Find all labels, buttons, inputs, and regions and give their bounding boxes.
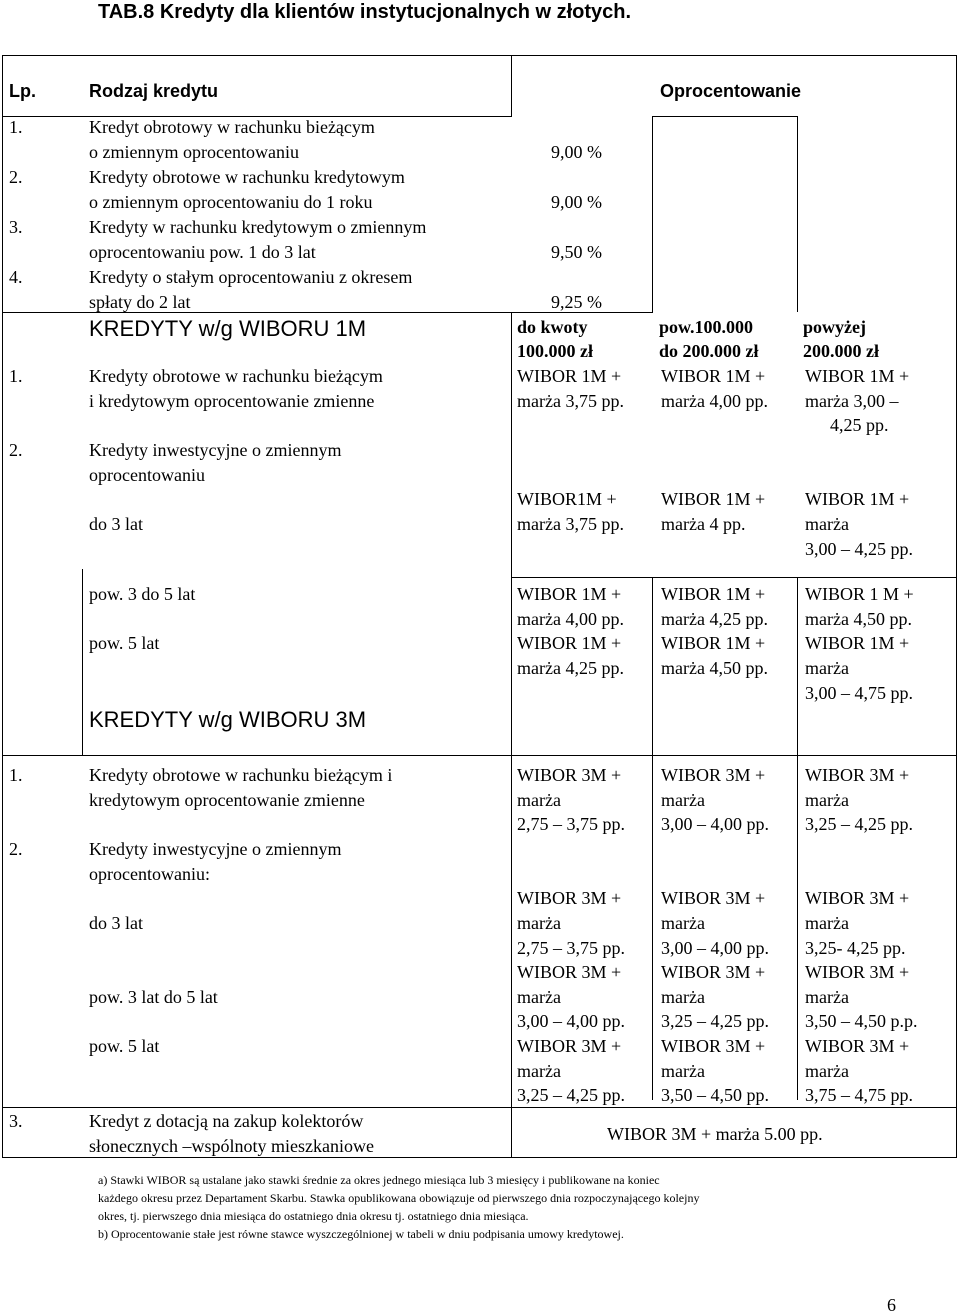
amount-bracket-2: do 200.000 zł [659, 341, 759, 361]
rate-cell: 3,00 – 4,00 pp. [517, 1011, 625, 1031]
rate-cell: WIBOR 3M + [517, 765, 622, 785]
rate-cell: WIBOR1M + [517, 489, 617, 509]
rate-cell: 3,50 – 4,50 pp. [661, 1085, 769, 1105]
rate-cell: WIBOR 1M + [661, 489, 766, 509]
rate-cell: marża 4,50 pp. [805, 609, 912, 629]
credit-type: oprocentowaniu pow. 1 do 3 lat [89, 242, 316, 262]
page-number: 6 [887, 1295, 896, 1315]
rate-cell: WIBOR 1M + [517, 366, 622, 386]
amount-bracket-1: 100.000 zł [517, 341, 593, 361]
credit-type: spłaty do 2 lat [89, 292, 191, 312]
rate-cell: marża [517, 913, 561, 933]
rate-cell: WIBOR 3M + [517, 962, 622, 982]
rate-cell: WIBOR 3M + [805, 765, 910, 785]
amount-bracket-2: pow.100.000 [659, 317, 754, 337]
rate-cell: 3,75 – 4,75 pp. [805, 1085, 913, 1105]
amount-bracket-3: powyżej [803, 317, 866, 337]
interest-rate: 9,00 % [551, 192, 602, 212]
rate-cell: WIBOR 1M + [661, 584, 766, 604]
row-number: 2. [9, 167, 23, 187]
rate-cell: WIBOR 1M + [805, 366, 910, 386]
rate-cell: marża [805, 514, 849, 534]
rate-cell: WIBOR 3M + [661, 765, 766, 785]
row-number: 1. [9, 117, 23, 137]
rate-cell: 3,00 – 4,00 pp. [661, 814, 769, 834]
rate-cell: 3,00 – 4,75 pp. [805, 683, 913, 703]
credit-type: o zmiennym oprocentowaniu [89, 142, 299, 162]
rate-cell: 3,00 – 4,00 pp. [661, 938, 769, 958]
credit-type: Kredyt obrotowy w rachunku bieżącym [89, 117, 375, 137]
rate-cell: marża [805, 1061, 849, 1081]
rate-cell: 3,25 – 4,25 pp. [661, 1011, 769, 1031]
footnote-a: a) Stawki WIBOR są ustalane jako stawki średnie za okres jednego miesiąca lub 3 miesięcy i publikowane na koniec [98, 1173, 660, 1187]
rate-cell: 3,25 – 4,25 pp. [517, 1085, 625, 1105]
rate-cell: marża [661, 790, 705, 810]
credit-type: Kredyty inwestycyjne o zmiennym [89, 839, 342, 859]
rate-cell: WIBOR 3M + [661, 888, 766, 908]
rate-cell: WIBOR 3M + [805, 1036, 910, 1056]
rate-cell: marża [805, 987, 849, 1007]
credit-type: Kredyty obrotowe w rachunku bieżącym i [89, 765, 393, 785]
rate-cell: 2,75 – 3,75 pp. [517, 938, 625, 958]
period-label: pow. 3 lat do 5 lat [89, 987, 218, 1007]
section-heading-wibor-3m: KREDYTY w/g WIBORU 3M [89, 707, 367, 732]
credit-type: Kredyty inwestycyjne o zmiennym [89, 440, 342, 460]
header-lp: Lp. [9, 81, 36, 101]
rate-cell: 3,25- 4,25 pp. [805, 938, 906, 958]
rate-cell: marża [805, 790, 849, 810]
rate-cell: marża 3,75 pp. [517, 391, 624, 411]
rate-cell: WIBOR 1M + [805, 633, 910, 653]
rate-cell: 3,50 – 4,50 p.p. [805, 1011, 918, 1031]
credit-type: o zmiennym oprocentowaniu do 1 roku [89, 192, 373, 212]
interest-rate: 9,00 % [551, 142, 602, 162]
row-number: 2. [9, 839, 23, 859]
footnote-a: okres, tj. pierwszego dnia miesiąca do ostatniego dnia okresu tj. ostatniego dnia miesiąca. [98, 1209, 529, 1223]
rate-cell: WIBOR 1M + [661, 633, 766, 653]
rate-cell: marża 4,00 pp. [661, 391, 768, 411]
rate-cell: marża [517, 987, 561, 1007]
rate-cell: marża 4,00 pp. [517, 609, 624, 629]
amount-bracket-3: 200.000 zł [803, 341, 879, 361]
rate-cell: marża 4,25 pp. [517, 658, 624, 678]
amount-bracket-1: do kwoty [517, 317, 588, 337]
page-title: TAB.8 Kredyty dla klientów instytucjonalnych w złotych. [98, 1, 632, 23]
period-label: do 3 lat [89, 913, 143, 933]
rate-cell: WIBOR 1M + [805, 489, 910, 509]
rate-cell: WIBOR 3M + [517, 888, 622, 908]
rate-cell: marża [661, 1061, 705, 1081]
period-label: pow. 3 do 5 lat [89, 584, 196, 604]
rate-cell: WIBOR 3M + [661, 962, 766, 982]
rate-cell: 3,00 – 4,25 pp. [805, 539, 913, 559]
rate-cell: marża 3,00 – [805, 391, 899, 411]
credit-type: i kredytowym oprocentowanie zmienne [89, 391, 375, 411]
rate-cell: marża [517, 790, 561, 810]
period-label: do 3 lat [89, 514, 143, 534]
row-number: 1. [9, 765, 23, 785]
credit-type: oprocentowaniu [89, 465, 205, 485]
footnote-b: b) Oprocentowanie stałe jest równe stawce wyszczególnionej w tabeli w dniu podpisania umowy kredytowej. [98, 1227, 624, 1241]
section-heading-wibor-1m: KREDYTY w/g WIBORU 1M [89, 316, 367, 341]
footnote-a: każdego okresu przez Departament Skarbu. Stawka opublikowana obowiązuje od pierwszego dnia rozpoczynającego kolejny [98, 1191, 700, 1205]
rate-cell: marża [661, 913, 705, 933]
rate-cell: 4,25 pp. [830, 415, 889, 435]
credit-type: Kredyty obrotowe w rachunku kredytowym [89, 167, 405, 187]
period-label: pow. 5 lat [89, 633, 160, 653]
credit-type: Kredyt z dotacją na zakup kolektorów [89, 1111, 364, 1131]
rate-cell: WIBOR 1M + [517, 633, 622, 653]
row-number: 3. [9, 1111, 23, 1131]
credit-type: Kredyty o stałym oprocentowaniu z okresem [89, 267, 413, 287]
interest-rate: WIBOR 3M + marża 5.00 pp. [607, 1124, 823, 1144]
credit-type: Kredyty obrotowe w rachunku bieżącym [89, 366, 383, 386]
rate-cell: 2,75 – 3,75 pp. [517, 814, 625, 834]
rate-cell: 3,25 – 4,25 pp. [805, 814, 913, 834]
rate-cell: marża [661, 987, 705, 1007]
rate-cell: WIBOR 1 M + [805, 584, 914, 604]
rate-cell: marża [805, 658, 849, 678]
rate-cell: marża 4 pp. [661, 514, 746, 534]
credit-type: słonecznych –wspólnoty mieszkaniowe [89, 1136, 374, 1156]
rate-cell: marża 3,75 pp. [517, 514, 624, 534]
credit-type: kredytowym oprocentowanie zmienne [89, 790, 365, 810]
rate-cell: marża [805, 913, 849, 933]
rate-cell: WIBOR 3M + [805, 962, 910, 982]
credit-type: Kredyty w rachunku kredytowym o zmiennym [89, 217, 427, 237]
row-number: 1. [9, 366, 23, 386]
rate-cell: WIBOR 3M + [517, 1036, 622, 1056]
rate-cell: WIBOR 1M + [517, 584, 622, 604]
period-label: pow. 5 lat [89, 1036, 160, 1056]
row-number: 2. [9, 440, 23, 460]
rate-cell: marża [517, 1061, 561, 1081]
interest-rate: 9,50 % [551, 242, 602, 262]
row-number: 3. [9, 217, 23, 237]
rate-cell: WIBOR 3M + [805, 888, 910, 908]
rate-cell: marża 4,50 pp. [661, 658, 768, 678]
rate-cell: WIBOR 1M + [661, 366, 766, 386]
header-oprocentowanie: Oprocentowanie [660, 81, 802, 101]
row-number: 4. [9, 267, 23, 287]
interest-rate: 9,25 % [551, 292, 602, 312]
header-rodzaj: Rodzaj kredytu [89, 81, 219, 101]
rate-cell: marża 4,25 pp. [661, 609, 768, 629]
credit-type: oprocentowaniu: [89, 864, 210, 884]
rate-cell: WIBOR 3M + [661, 1036, 766, 1056]
